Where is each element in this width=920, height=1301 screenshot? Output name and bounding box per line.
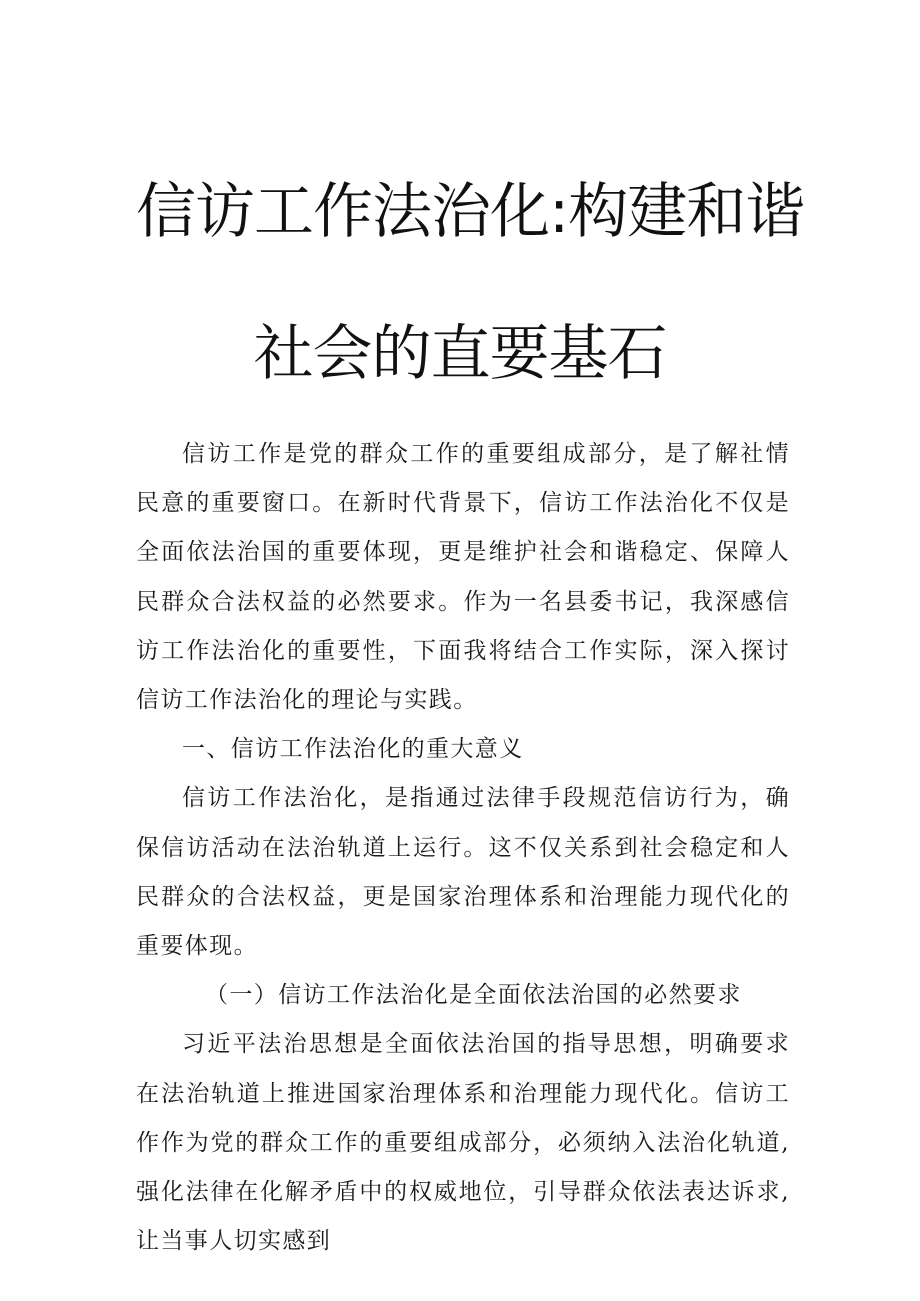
subsection-paragraph: 习近平法治思想是全面依法治国的指导思想，明确要求在法治轨道上推进国家治理体系和治理能力现代化。信访工作作为党的群众工作的重要组成部分，必须纳入法治化轨道,强化法律在化解矛盾中的权威地位，引导群众依法表达诉求,让当事人切实感到 [136,1031,790,1255]
document-title-line-2: 社会的直要基石 [253,319,667,389]
subsection-heading: （一）信访工作法治化是全面依法治国的必然要求 [205,982,742,1009]
document-body [136,430,790,1266]
document-title-line-1: 信访工作法治化:构建和谐 [136,177,805,247]
section-heading: 一、信访工作法治化的重大意义 [182,736,524,763]
section-paragraph: 信访工作法治化，是指通过法律手段规范信访行为，确保信访活动在法治轨道上运行。这不仅关系到社会稳定和人民群众的合法权益，更是国家治理体系和治理能力现代化的重要体现。 [136,785,790,960]
intro-paragraph: 信访工作是党的群众工作的重要组成部分，是了解社情民意的重要窗口。在新时代背景下，信访工作法治化不仅是全面依法治国的重要体现，更是维护社会和谐稳定、保障人民群众合法权益的必然要求。作为一名县委书记，我深感信访工作法治化的重要性，下面我将结合工作实际，深入探讨信访工作法治化的理论与实践。 [136,441,790,714]
